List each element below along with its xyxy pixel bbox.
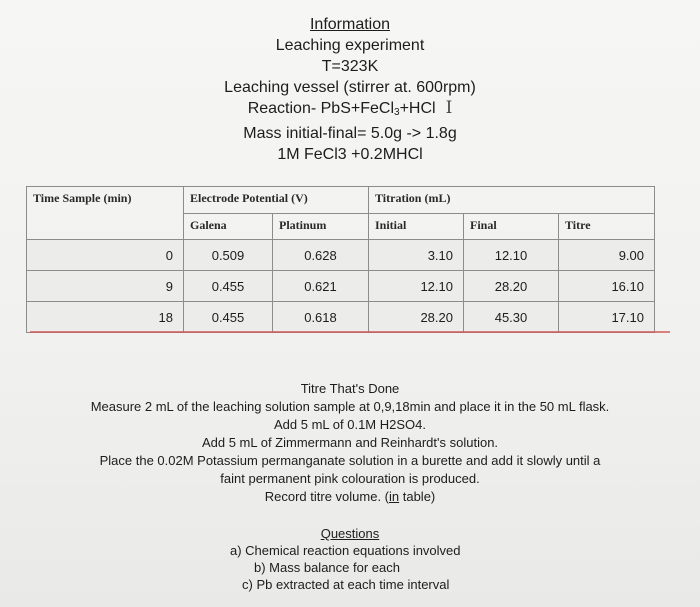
temperature: T=323K	[321, 58, 379, 75]
results-table	[26, 186, 655, 333]
procedure-step: Measure 2 mL of the leaching solution sample at 0,9,18min and place it in the 50 mL flask.	[90, 399, 610, 414]
information-block	[0, 14, 700, 165]
procedure-heading: Titre That's Done	[300, 381, 400, 396]
reaction-suffix: +HCl	[399, 100, 436, 117]
procedure-block	[0, 380, 700, 506]
record-prefix: Record titre volume. (	[264, 489, 389, 504]
reaction-subscript: 3	[394, 107, 400, 118]
procedure-step: Place the 0.02M Potassium permanganate solution in a burette and add it slowly until a	[99, 453, 601, 468]
questions-block	[0, 525, 700, 593]
red-annotation-line	[30, 331, 670, 333]
record-underlined: in	[389, 489, 400, 504]
electrode-potential-header: Electrode Potential (V)	[184, 187, 369, 214]
initial-cell: 12.10	[369, 271, 464, 302]
galena-cell: 0.455	[184, 302, 273, 333]
final-cell: 45.30	[464, 302, 559, 333]
time-cell: 0	[27, 240, 184, 271]
time-cell: 18	[27, 302, 184, 333]
titre-cell: 16.10	[559, 271, 655, 302]
reaction-line	[0, 98, 700, 123]
procedure-step: Add 5 mL of 0.1M H2SO4.	[274, 417, 426, 432]
solution-info: 1M FeCl3 +0.2MHCl	[277, 146, 423, 163]
questions-title: Questions	[320, 526, 380, 541]
time-cell: 9	[27, 271, 184, 302]
table-row	[27, 271, 655, 302]
procedure-step: faint permanent pink colouration is produced.	[220, 471, 480, 486]
platinum-header: Platinum	[273, 214, 369, 240]
titre-cell: 17.10	[559, 302, 655, 333]
titre-cell: 9.00	[559, 240, 655, 271]
final-cell: 28.20	[464, 271, 559, 302]
galena-cell: 0.509	[184, 240, 273, 271]
platinum-cell: 0.628	[273, 240, 369, 271]
initial-cell: 3.10	[369, 240, 464, 271]
galena-header: Galena	[184, 214, 273, 240]
reaction-prefix: Reaction- PbS+FeCl	[247, 100, 394, 117]
titration-header: Titration (mL)	[369, 187, 655, 214]
procedure-step: Add 5 mL of Zimmermann and Reinhardt's solution.	[201, 435, 499, 450]
final-header: Final	[464, 214, 559, 240]
text-cursor-icon: I	[445, 98, 453, 118]
question-item: a) Chemical reaction equations involved	[230, 543, 461, 558]
question-item: c) Pb extracted at each time interval	[242, 577, 450, 592]
table-row	[27, 302, 655, 333]
record-suffix: table)	[399, 489, 436, 504]
experiment-name: Leaching experiment	[275, 37, 425, 54]
final-cell: 12.10	[464, 240, 559, 271]
time-sample-header: Time Sample (min)	[27, 187, 184, 240]
question-item: b) Mass balance for each	[254, 560, 400, 575]
info-title: Information	[309, 16, 391, 33]
procedure-step	[0, 488, 700, 506]
initial-cell: 28.20	[369, 302, 464, 333]
mass-info: Mass initial-final= 5.0g -> 1.8g	[243, 125, 457, 142]
platinum-cell: 0.618	[273, 302, 369, 333]
platinum-cell: 0.621	[273, 271, 369, 302]
vessel-info: Leaching vessel (stirrer at. 600rpm)	[224, 79, 476, 96]
titre-header: Titre	[559, 214, 655, 240]
galena-cell: 0.455	[184, 271, 273, 302]
initial-header: Initial	[369, 214, 464, 240]
table-row	[27, 240, 655, 271]
